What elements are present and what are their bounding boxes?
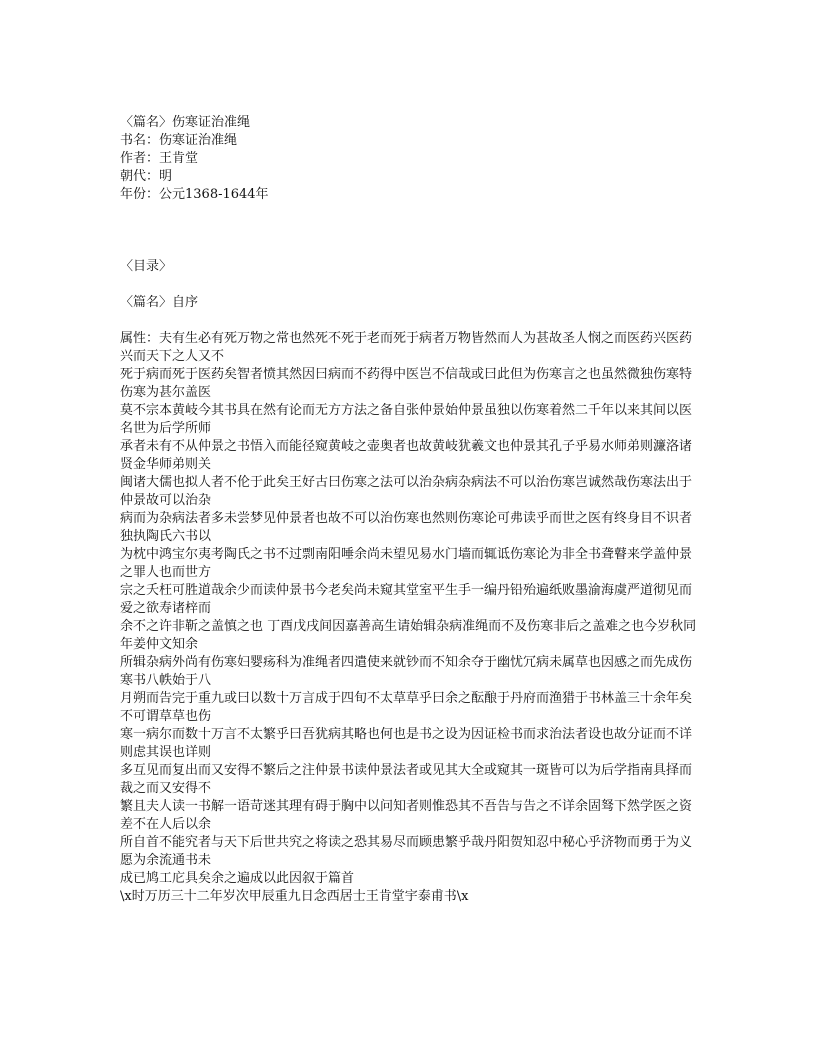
paragraph: 所辑杂病外尚有伤寒妇婴疡科为准绳者四遣使来就钞而不知余夺于幽忧冗病未属草也因感之而先成伤寒书八帙始于八 (120, 655, 693, 688)
toc-label: 〈目录〉 (120, 259, 173, 274)
book-title: 书名：伤寒证治准绳 (120, 133, 238, 148)
spacer (120, 204, 704, 258)
paragraph: 所自首不能究者与天下后世共究之将读之恐其易尽而顾患繁乎哉丹阳贺知忍中秘心乎济物而勇于为义愿为余流通书未 (120, 835, 693, 868)
paragraph: \x时万历三十二年岁次甲辰重九日念西居士王肯堂宇泰甫书\x (120, 889, 469, 904)
paragraph: 成已鸠工庀具矣余之遍成以此因叙于篇首 (120, 871, 355, 886)
paragraph: 宗之夭枉可胜道哉余少而读仲景书今老矣尚未窥其堂室平生手一编丹铅殆遍纸败墨渝海虞严道彻见而爱之欲寿诸梓而 (120, 583, 693, 616)
paragraph: 病而为杂病法者多未尝梦见仲景者也故不可以治伤寒也然则伤寒论可弗读乎而世之医有终身目不识者独执陶氏六书以 (120, 511, 693, 544)
paragraph: 承者未有不从仲景之书悟入而能径窥黄岐之壶奥者也故黄岐犹羲文也仲景其孔子乎易水师弟则濂洛诸贤金华师弟则关 (120, 439, 693, 472)
chapter-title: 〈篇名〉伤寒证治准绳 (120, 115, 251, 130)
author-line: 作者：王肯堂 (120, 151, 199, 166)
years-line: 年份：公元1368-1644年 (120, 187, 269, 202)
paragraph: 属性：夫有生必有死万物之常也然死不死于老而死于病者万物皆然而人为甚故圣人悯之而医药兴医药兴而天下之人又不 (120, 331, 693, 364)
section-title: 〈篇名〉自序 (120, 295, 199, 310)
paragraph: 余不之许非靳之盖慎之也 丁酉戊戌间因嘉善高生请始辑杂病准绳而不及伤寒非后之盖难之也今岁秋同年姜仲文知余 (120, 619, 697, 652)
paragraph: 月朔而告完于重九或曰以数十万言成于四旬不太草草乎曰余之酝酿于丹府而渔猎于书林盖三十余年矣不可谓草草也伤 (120, 691, 693, 724)
paragraph: 寒一病尔而数十万言不太繁乎曰吾犹病其略也何也是书之设为因证检书而求治法者设也故分证而不详则虑其误也详则 (120, 727, 693, 760)
paragraph: 为枕中鸿宝尔夷考陶氏之书不过剽南阳唾余尚未望见易水门墙而辄诋伤寒论为非全书聋瞽来学盖仲景之罪人也而世方 (120, 547, 693, 580)
document-page (120, 114, 704, 906)
paragraph: 死于病而死于医药矣智者愤其然因曰病而不药得中医岂不信哉或曰此但为伤寒言之也虽然微独伤寒特伤寒为甚尔盖医 (120, 367, 693, 400)
paragraph: 繁且夫人读一书解一语苛迷其理有碍于胸中以问知者则惟恐其不吾告与告之不详余固驽下然学医之资差不在人后以余 (120, 799, 693, 832)
dynasty-line: 朝代：明 (120, 169, 173, 184)
spacer (120, 312, 704, 330)
paragraph: 多互见而复出而又安得不繁后之注仲景书读仲景法者或见其大全或窥其一斑皆可以为后学指南具择而裁之而又安得不 (120, 763, 693, 796)
paragraph: 莫不宗本黄岐今其书具在然有论而无方方法之备自张仲景始仲景虽独以伤寒着然二千年以来其间以医名世为后学所师 (120, 403, 693, 436)
paragraph: 闽诸大儒也拟人者不伦于此矣王好古曰伤寒之法可以治杂病杂病法不可以治伤寒岂诚然哉伤寒法出于仲景故可以治杂 (120, 475, 693, 508)
spacer (120, 276, 704, 294)
